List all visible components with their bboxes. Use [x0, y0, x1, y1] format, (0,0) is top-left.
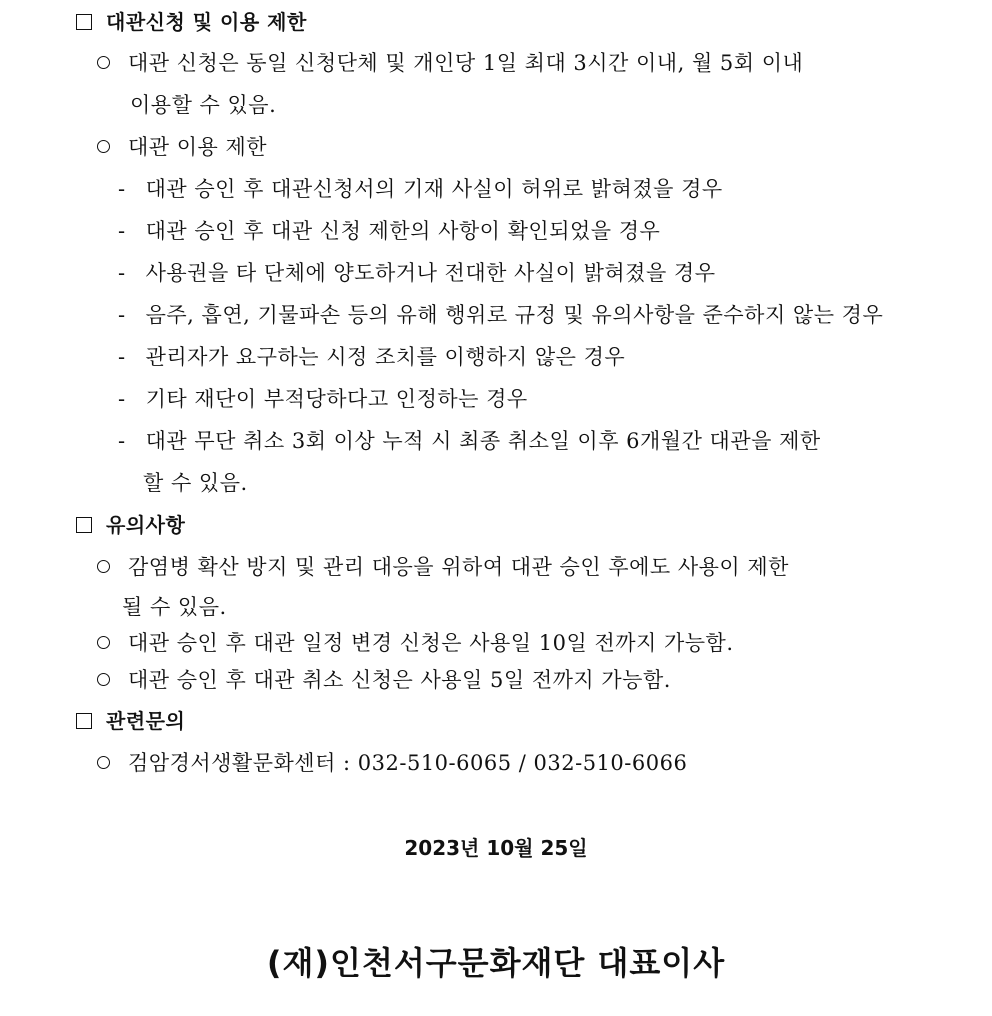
square-bullet-icon [76, 14, 92, 30]
section-heading-rental: 대관신청 및 이용 제한 [76, 6, 307, 35]
list-item-continuation: 이용할 수 있음. [130, 93, 277, 117]
list-item: 감염병 확산 방지 및 관리 대응을 위하여 대관 승인 후에도 사용이 제한 [97, 551, 789, 581]
list-item-contact: 검암경서생활문화센터 : 032-510-6065 / 032-510-6066 [97, 747, 687, 777]
circle-bullet-icon [97, 756, 110, 769]
sub-item: - 관리자가 요구하는 시정 조치를 이행하지 않은 경우 [118, 345, 626, 369]
circle-bullet-icon [97, 140, 110, 153]
list-item: 대관 승인 후 대관 취소 신청은 사용일 5일 전까지 가능함. [97, 664, 671, 694]
signature-title: (재)인천서구문화재단 대표이사 [266, 944, 726, 982]
square-bullet-icon [76, 713, 92, 729]
sub-item-continuation: 할 수 있음. [143, 471, 248, 495]
square-bullet-icon [76, 517, 92, 533]
circle-bullet-icon [97, 560, 110, 573]
sub-item: - 대관 승인 후 대관 신청 제한의 사항이 확인되었을 경우 [118, 219, 661, 243]
sub-item: - 사용권을 타 단체에 양도하거나 전대한 사실이 밝혀졌을 경우 [118, 261, 716, 285]
document-date: 2023년 10월 25일 [404, 836, 588, 860]
list-item: 대관 이용 제한 [97, 131, 267, 161]
list-item: 대관 승인 후 대관 일정 변경 신청은 사용일 10일 전까지 가능함. [97, 627, 734, 657]
circle-bullet-icon [97, 636, 110, 649]
section-heading-notes: 유의사항 [76, 509, 185, 538]
sub-item: - 음주, 흡연, 기물파손 등의 유해 행위로 규정 및 유의사항을 준수하지 않는 경우 [118, 303, 884, 327]
sub-item: - 기타 재단이 부적당하다고 인정하는 경우 [118, 387, 528, 411]
list-item: 대관 신청은 동일 신청단체 및 개인당 1일 최대 3시간 이내, 월 5회 이내 [97, 47, 803, 77]
section-heading-contact: 관련문의 [76, 705, 185, 734]
sub-item: - 대관 무단 취소 3회 이상 누적 시 최종 취소일 이후 6개월간 대관을 제한 [118, 429, 821, 453]
circle-bullet-icon [97, 673, 110, 686]
sub-item: - 대관 승인 후 대관신청서의 기재 사실이 허위로 밝혀졌을 경우 [118, 177, 723, 201]
list-item-continuation: 될 수 있음. [122, 595, 227, 619]
circle-bullet-icon [97, 56, 110, 69]
